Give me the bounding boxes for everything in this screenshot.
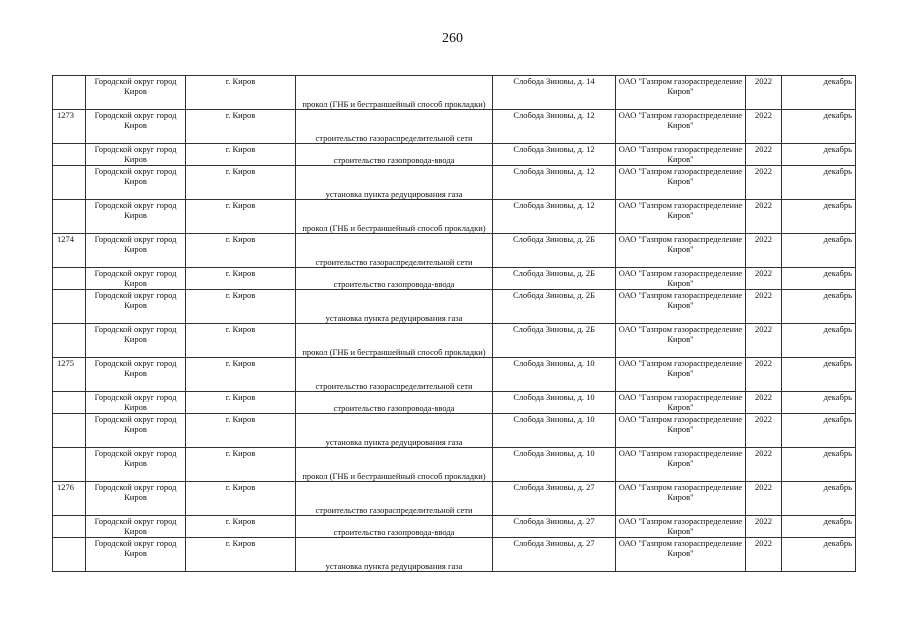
municipality-line: Киров — [124, 176, 147, 186]
organization-line: ОАО "Газпром газораспределение — [618, 538, 743, 548]
year-cell: 2022 — [746, 144, 782, 166]
locality-cell: г. Киров — [186, 166, 296, 200]
organization-cell — [616, 516, 746, 538]
municipality-line: Городской округ город — [94, 358, 177, 368]
municipality-line: Киров — [124, 86, 147, 96]
address-cell: Слобода Зиновы, д. 10 — [493, 414, 616, 448]
organization-line: Киров" — [667, 300, 694, 310]
address-cell: Слобода Зиновы, д. 12 — [493, 110, 616, 144]
municipality-line: Городской округ город — [94, 324, 177, 334]
organization-line: ОАО "Газпром газораспределение — [618, 110, 743, 120]
municipality-line: Городской округ город — [94, 448, 177, 458]
month-cell: декабрь — [782, 200, 856, 234]
organization-cell — [616, 414, 746, 448]
municipality-line: Городской округ город — [94, 144, 177, 154]
organization-line: Киров" — [667, 368, 694, 378]
organization-line: Киров" — [667, 210, 694, 220]
locality-cell: г. Киров — [186, 448, 296, 482]
organization-line: ОАО "Газпром газораспределение — [618, 516, 743, 526]
municipality-line: Городской округ город — [94, 482, 177, 492]
organization-line: ОАО "Газпром газораспределение — [618, 324, 743, 334]
row-number-cell — [53, 448, 86, 482]
work-type-cell: установка пункта редуцирования газа — [296, 166, 493, 200]
organization-line: Киров" — [667, 334, 694, 344]
municipality-line: Городской округ город — [94, 234, 177, 244]
row-number-cell — [53, 516, 86, 538]
row-number-cell: 1275 — [53, 358, 86, 392]
organization-cell — [616, 290, 746, 324]
address-cell: Слобода Зиновы, д. 2Б — [493, 268, 616, 290]
organization-line: Киров" — [667, 176, 694, 186]
year-cell: 2022 — [746, 290, 782, 324]
municipality-cell — [86, 200, 186, 234]
table-row — [53, 358, 856, 392]
row-number-cell — [53, 324, 86, 358]
municipality-line: Городской округ город — [94, 110, 177, 120]
municipality-line: Киров — [124, 548, 147, 558]
work-type-cell: строительство газораспределительной сети — [296, 110, 493, 144]
locality-cell: г. Киров — [186, 538, 296, 572]
organization-line: ОАО "Газпром газораспределение — [618, 234, 743, 244]
municipality-cell — [86, 482, 186, 516]
organization-line: Киров" — [667, 244, 694, 254]
month-cell: декабрь — [782, 234, 856, 268]
organization-line: Киров" — [667, 526, 694, 536]
month-cell: декабрь — [782, 448, 856, 482]
municipality-cell — [86, 144, 186, 166]
municipality-line: Киров — [124, 402, 147, 412]
year-cell: 2022 — [746, 166, 782, 200]
table-row — [53, 324, 856, 358]
page-number: 260 — [442, 31, 463, 46]
locality-cell: г. Киров — [186, 324, 296, 358]
organization-line: ОАО "Газпром газораспределение — [618, 414, 743, 424]
year-cell: 2022 — [746, 538, 782, 572]
organization-cell — [616, 448, 746, 482]
address-cell: Слобода Зиновы, д. 27 — [493, 516, 616, 538]
organization-line: ОАО "Газпром газораспределение — [618, 144, 743, 154]
month-cell: декабрь — [782, 538, 856, 572]
month-cell: декабрь — [782, 516, 856, 538]
year-cell: 2022 — [746, 358, 782, 392]
month-cell: декабрь — [782, 482, 856, 516]
locality-cell: г. Киров — [186, 144, 296, 166]
work-type-cell: строительство газопровода-ввода — [296, 516, 493, 538]
works-table — [52, 75, 856, 572]
work-type-cell: строительство газопровода-ввода — [296, 144, 493, 166]
municipality-cell — [86, 358, 186, 392]
municipality-line: Городской округ город — [94, 166, 177, 176]
organization-line: Киров" — [667, 548, 694, 558]
row-number-cell — [53, 166, 86, 200]
work-type-cell: прокол (ГНБ и бестраншейный способ прокладки) — [296, 76, 493, 110]
municipality-line: Киров — [124, 278, 147, 288]
municipality-line: Городской округ город — [94, 200, 177, 210]
municipality-cell — [86, 324, 186, 358]
month-cell: декабрь — [782, 76, 856, 110]
year-cell: 2022 — [746, 110, 782, 144]
municipality-cell — [86, 268, 186, 290]
organization-line: Киров" — [667, 120, 694, 130]
organization-line: Киров" — [667, 492, 694, 502]
address-cell: Слобода Зиновы, д. 27 — [493, 538, 616, 572]
organization-line: Киров" — [667, 278, 694, 288]
municipality-line: Киров — [124, 154, 147, 164]
municipality-line: Киров — [124, 458, 147, 468]
year-cell: 2022 — [746, 516, 782, 538]
organization-line: ОАО "Газпром газораспределение — [618, 200, 743, 210]
municipality-cell — [86, 76, 186, 110]
municipality-cell — [86, 414, 186, 448]
municipality-line: Киров — [124, 334, 147, 344]
works-table-body — [53, 76, 856, 572]
work-type-cell: строительство газораспределительной сети — [296, 358, 493, 392]
table-row — [53, 200, 856, 234]
organization-line: ОАО "Газпром газораспределение — [618, 482, 743, 492]
work-type-cell: строительство газораспределительной сети — [296, 234, 493, 268]
table-row — [53, 516, 856, 538]
address-cell: Слобода Зиновы, д. 10 — [493, 358, 616, 392]
locality-cell: г. Киров — [186, 482, 296, 516]
year-cell: 2022 — [746, 392, 782, 414]
work-type-cell: установка пункта редуцирования газа — [296, 290, 493, 324]
municipality-line: Киров — [124, 300, 147, 310]
month-cell: декабрь — [782, 392, 856, 414]
month-cell: декабрь — [782, 324, 856, 358]
table-row — [53, 166, 856, 200]
address-cell: Слобода Зиновы, д. 12 — [493, 144, 616, 166]
municipality-cell — [86, 110, 186, 144]
address-cell: Слобода Зиновы, д. 10 — [493, 448, 616, 482]
year-cell: 2022 — [746, 414, 782, 448]
municipality-line: Городской округ город — [94, 516, 177, 526]
work-type-cell: строительство газораспределительной сети — [296, 482, 493, 516]
address-cell: Слобода Зиновы, д. 2Б — [493, 234, 616, 268]
municipality-cell — [86, 166, 186, 200]
locality-cell: г. Киров — [186, 268, 296, 290]
organization-cell — [616, 76, 746, 110]
organization-line: ОАО "Газпром газораспределение — [618, 268, 743, 278]
row-number-cell — [53, 538, 86, 572]
year-cell: 2022 — [746, 324, 782, 358]
municipality-line: Городской округ город — [94, 290, 177, 300]
row-number-cell — [53, 290, 86, 324]
locality-cell: г. Киров — [186, 76, 296, 110]
municipality-line: Городской округ город — [94, 392, 177, 402]
row-number-cell — [53, 200, 86, 234]
table-row — [53, 76, 856, 110]
table-row — [53, 290, 856, 324]
municipality-line: Киров — [124, 424, 147, 434]
locality-cell: г. Киров — [186, 414, 296, 448]
organization-line: ОАО "Газпром газораспределение — [618, 290, 743, 300]
address-cell: Слобода Зиновы, д. 27 — [493, 482, 616, 516]
organization-line: Киров" — [667, 86, 694, 96]
organization-cell — [616, 358, 746, 392]
work-type-cell: строительство газопровода-ввода — [296, 392, 493, 414]
locality-cell: г. Киров — [186, 290, 296, 324]
table-row — [53, 110, 856, 144]
year-cell: 2022 — [746, 234, 782, 268]
locality-cell: г. Киров — [186, 358, 296, 392]
locality-cell: г. Киров — [186, 234, 296, 268]
municipality-line: Киров — [124, 120, 147, 130]
table-row — [53, 234, 856, 268]
row-number-cell — [53, 392, 86, 414]
month-cell: декабрь — [782, 166, 856, 200]
row-number-cell — [53, 144, 86, 166]
table-row — [53, 268, 856, 290]
organization-cell — [616, 482, 746, 516]
address-cell: Слобода Зиновы, д. 12 — [493, 166, 616, 200]
month-cell: декабрь — [782, 268, 856, 290]
table-row — [53, 538, 856, 572]
row-number-cell — [53, 268, 86, 290]
municipality-line: Киров — [124, 244, 147, 254]
organization-cell — [616, 392, 746, 414]
address-cell: Слобода Зиновы, д. 14 — [493, 76, 616, 110]
year-cell: 2022 — [746, 482, 782, 516]
locality-cell: г. Киров — [186, 516, 296, 538]
work-type-cell: прокол (ГНБ и бестраншейный способ прокладки) — [296, 324, 493, 358]
organization-line: Киров" — [667, 154, 694, 164]
year-cell: 2022 — [746, 268, 782, 290]
municipality-cell — [86, 234, 186, 268]
organization-line: Киров" — [667, 458, 694, 468]
year-cell: 2022 — [746, 76, 782, 110]
table-row — [53, 482, 856, 516]
work-type-cell: прокол (ГНБ и бестраншейный способ прокладки) — [296, 448, 493, 482]
municipality-line: Киров — [124, 492, 147, 502]
row-number-cell: 1273 — [53, 110, 86, 144]
organization-line: ОАО "Газпром газораспределение — [618, 392, 743, 402]
address-cell: Слобода Зиновы, д. 12 — [493, 200, 616, 234]
table-row — [53, 414, 856, 448]
work-type-cell: установка пункта редуцирования газа — [296, 414, 493, 448]
organization-line: ОАО "Газпром газораспределение — [618, 76, 743, 86]
municipality-cell — [86, 290, 186, 324]
table-row — [53, 448, 856, 482]
organization-cell — [616, 538, 746, 572]
month-cell: декабрь — [782, 290, 856, 324]
municipality-line: Городской округ город — [94, 76, 177, 86]
organization-cell — [616, 268, 746, 290]
organization-cell — [616, 234, 746, 268]
organization-line: ОАО "Газпром газораспределение — [618, 448, 743, 458]
municipality-cell — [86, 516, 186, 538]
row-number-cell: 1276 — [53, 482, 86, 516]
municipality-line: Городской округ город — [94, 268, 177, 278]
municipality-line: Киров — [124, 526, 147, 536]
municipality-cell — [86, 392, 186, 414]
month-cell: декабрь — [782, 358, 856, 392]
organization-line: Киров" — [667, 424, 694, 434]
year-cell: 2022 — [746, 200, 782, 234]
year-cell: 2022 — [746, 448, 782, 482]
organization-cell — [616, 144, 746, 166]
month-cell: декабрь — [782, 110, 856, 144]
row-number-cell: 1274 — [53, 234, 86, 268]
address-cell: Слобода Зиновы, д. 10 — [493, 392, 616, 414]
municipality-line: Киров — [124, 368, 147, 378]
table-row — [53, 392, 856, 414]
work-type-cell: установка пункта редуцирования газа — [296, 538, 493, 572]
row-number-cell — [53, 414, 86, 448]
work-type-cell: прокол (ГНБ и бестраншейный способ прокладки) — [296, 200, 493, 234]
work-type-cell: строительство газопровода-ввода — [296, 268, 493, 290]
municipality-line: Киров — [124, 210, 147, 220]
municipality-cell — [86, 538, 186, 572]
municipality-cell — [86, 448, 186, 482]
row-number-cell — [53, 76, 86, 110]
organization-line: ОАО "Газпром газораспределение — [618, 166, 743, 176]
municipality-line: Городской округ город — [94, 538, 177, 548]
organization-cell — [616, 110, 746, 144]
organization-line: Киров" — [667, 402, 694, 412]
locality-cell: г. Киров — [186, 110, 296, 144]
organization-cell — [616, 166, 746, 200]
month-cell: декабрь — [782, 414, 856, 448]
organization-cell — [616, 200, 746, 234]
organization-cell — [616, 324, 746, 358]
municipality-line: Городской округ город — [94, 414, 177, 424]
address-cell: Слобода Зиновы, д. 2Б — [493, 324, 616, 358]
organization-line: ОАО "Газпром газораспределение — [618, 358, 743, 368]
locality-cell: г. Киров — [186, 392, 296, 414]
table-row — [53, 144, 856, 166]
month-cell: декабрь — [782, 144, 856, 166]
locality-cell: г. Киров — [186, 200, 296, 234]
address-cell: Слобода Зиновы, д. 2Б — [493, 290, 616, 324]
